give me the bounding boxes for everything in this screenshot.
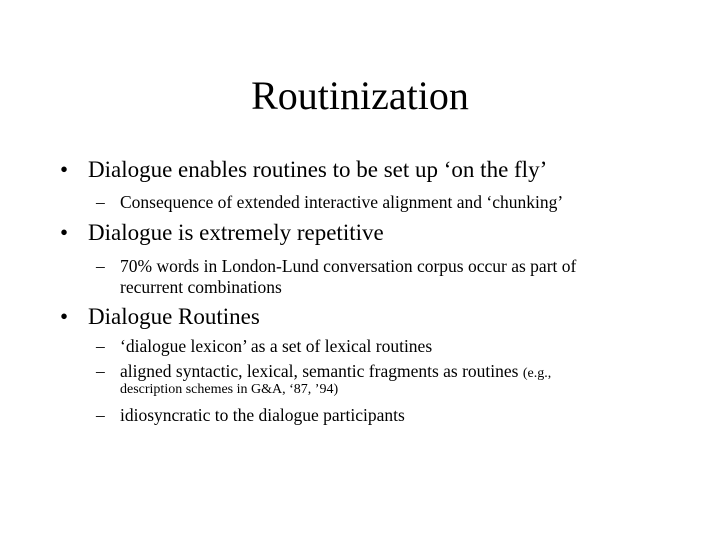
- bullet-icon: •: [60, 220, 69, 245]
- dash-icon: –: [96, 405, 105, 425]
- sub-bullet-small-text: (e.g.,: [522, 366, 552, 381]
- dash-icon: –: [96, 361, 105, 381]
- sub-bullet-text: recurrent combinations: [120, 277, 282, 297]
- sub-bullet-text: ‘dialogue lexicon’ as a set of lexical routines: [120, 336, 433, 356]
- slide-title: Routinization: [251, 73, 469, 118]
- sub-bullet-main-text: aligned syntactic, lexical, semantic fragments as routines: [120, 361, 519, 381]
- dash-icon: –: [96, 336, 105, 356]
- sub-bullet-text: 70% words in London-Lund conversation corpus occur as part of: [120, 256, 577, 276]
- dash-icon: –: [96, 256, 105, 276]
- bullet-text: Dialogue enables routines to be set up ‘on the fly’: [88, 157, 548, 182]
- sub-bullet-continuation: description schemes in G&A, ‘87, ’94): [120, 382, 339, 397]
- bullet-icon: •: [60, 304, 69, 329]
- bullet-icon: •: [60, 157, 69, 182]
- sub-bullet-text: idiosyncratic to the dialogue participants: [120, 405, 405, 425]
- dash-icon: –: [96, 192, 105, 212]
- sub-bullet-text: Consequence of extended interactive alignment and ‘chunking’: [120, 192, 564, 212]
- bullet-text: Dialogue is extremely repetitive: [88, 220, 384, 245]
- bullet-text: Dialogue Routines: [88, 304, 260, 329]
